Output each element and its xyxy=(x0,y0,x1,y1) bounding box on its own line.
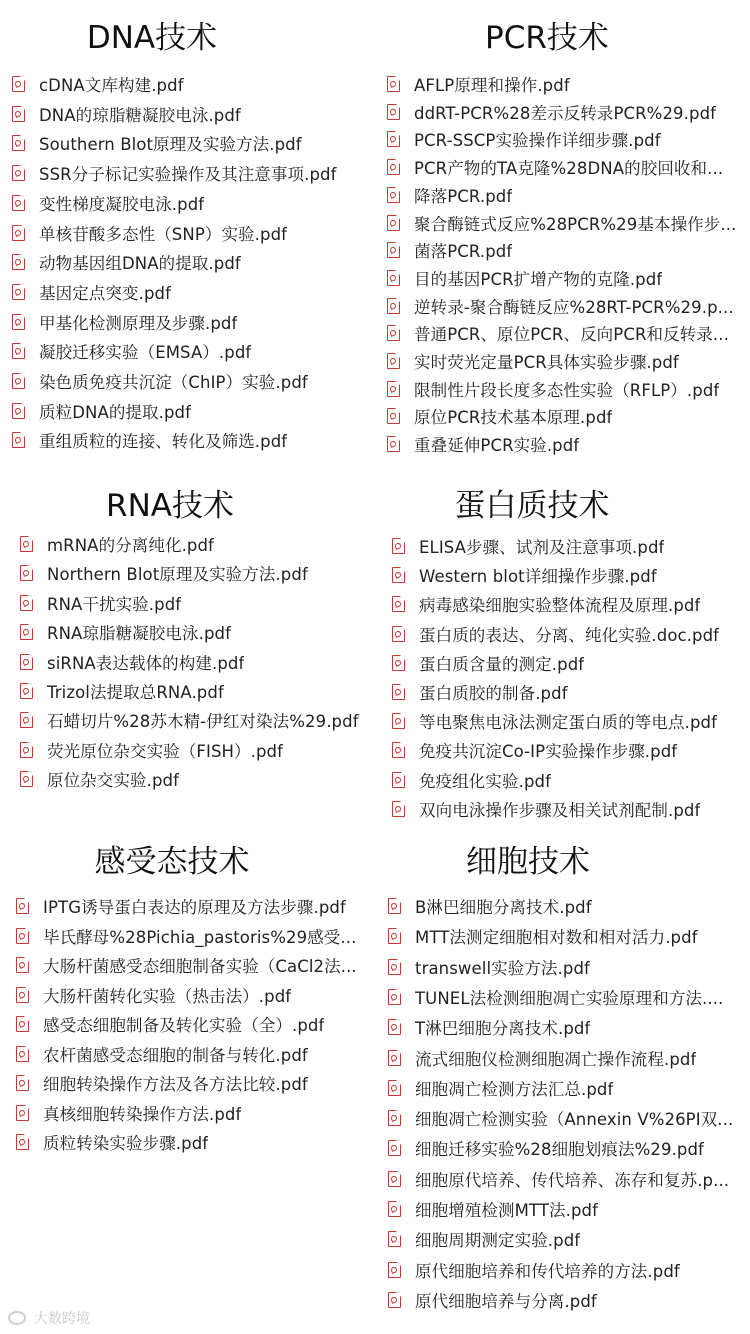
watermark-text: 大数跨境 xyxy=(34,1311,90,1327)
pdf-file-icon xyxy=(392,742,405,758)
pdf-file-icon xyxy=(387,353,400,369)
pdf-file-icon xyxy=(392,655,405,671)
file-item[interactable] xyxy=(392,795,747,823)
file-item[interactable] xyxy=(388,1013,746,1041)
file-name: T淋巴细胞分离技术.pdf xyxy=(415,1019,591,1039)
file-name: PCR产物的TA克隆%28DNA的胶回收和... xyxy=(414,159,724,179)
pdf-file-icon xyxy=(12,195,25,211)
file-item[interactable] xyxy=(16,892,376,920)
file-name: 细胞凋亡检测实验（Annexin V%26PI双... xyxy=(415,1110,734,1130)
file-name: 真核细胞转染操作方法.pdf xyxy=(43,1104,242,1124)
file-name: TUNEL法检测细胞凋亡实验原理和方法.... xyxy=(415,988,724,1008)
file-item[interactable] xyxy=(388,1225,746,1253)
section-title: DNA技术 xyxy=(86,20,218,56)
file-item[interactable] xyxy=(16,951,376,979)
file-item[interactable] xyxy=(388,1286,746,1314)
file-name: 细胞原代培养、传代培养、冻存和复苏.p... xyxy=(415,1170,730,1190)
file-item[interactable] xyxy=(12,70,372,98)
file-item[interactable] xyxy=(20,736,380,764)
file-item[interactable] xyxy=(392,678,747,706)
pdf-file-icon xyxy=(16,987,29,1003)
file-item[interactable] xyxy=(387,402,747,430)
pdf-file-icon xyxy=(388,989,401,1005)
file-item[interactable] xyxy=(387,98,747,126)
pdf-file-icon xyxy=(392,801,405,817)
file-name: ELISA步骤、试剂及注意事项.pdf xyxy=(419,538,665,557)
file-name: 普通PCR、原位PCR、反向PCR和反转录... xyxy=(414,325,729,345)
file-name: RNA干扰实验.pdf xyxy=(47,594,182,614)
file-name: PCR-SSCP实验操作详细步骤.pdf xyxy=(414,131,661,151)
file-item[interactable] xyxy=(16,1040,376,1068)
file-name: 细胞周期测定实验.pdf xyxy=(415,1231,581,1251)
file-name: 病毒感染细胞实验整体流程及原理.pdf xyxy=(419,596,701,616)
pdf-file-icon xyxy=(20,654,33,670)
file-item[interactable] xyxy=(387,209,747,237)
pdf-file-icon xyxy=(388,959,401,975)
file-name: 蛋白质含量的测定.pdf xyxy=(419,654,585,674)
file-item[interactable] xyxy=(12,219,372,247)
file-item[interactable] xyxy=(387,375,747,403)
file-name: 基因定点突变.pdf xyxy=(39,283,172,303)
file-item[interactable] xyxy=(388,1195,746,1223)
file-item[interactable] xyxy=(387,153,747,181)
file-name: 原代细胞培养和传代培养的方法.pdf xyxy=(415,1261,680,1281)
pdf-file-icon xyxy=(388,1262,401,1278)
file-item[interactable] xyxy=(392,561,747,589)
pdf-file-icon xyxy=(387,242,400,258)
file-item[interactable] xyxy=(16,1099,376,1127)
file-item[interactable] xyxy=(12,278,372,306)
file-item[interactable] xyxy=(392,736,747,764)
file-item[interactable] xyxy=(20,589,380,617)
pdf-file-icon xyxy=(12,314,25,330)
file-name: RNA琼脂糖凝胶电泳.pdf xyxy=(47,624,231,644)
file-item[interactable] xyxy=(16,1128,376,1156)
file-item[interactable] xyxy=(387,70,747,98)
file-item[interactable] xyxy=(387,292,747,320)
file-name: 聚合酶链式反应%28PCR%29基本操作步... xyxy=(414,214,737,234)
file-item[interactable] xyxy=(392,590,747,618)
file-item[interactable] xyxy=(12,367,372,395)
file-name: 质粒DNA的提取.pdf xyxy=(39,402,192,422)
pdf-file-icon xyxy=(20,624,33,640)
pdf-file-icon xyxy=(388,1171,401,1187)
file-name: 石蜡切片%28苏木精-伊红对染法%29.pdf xyxy=(47,712,359,732)
file-name: 免疫组化实验.pdf xyxy=(419,771,552,791)
file-name: 农杆菌感受态细胞的制备与转化.pdf xyxy=(43,1045,308,1065)
file-name: 质粒转染实验步骤.pdf xyxy=(43,1134,209,1153)
file-name: 双向电泳操作步骤及相关试剂配制.pdf xyxy=(419,800,701,820)
file-item[interactable] xyxy=(12,248,372,276)
pdf-file-icon xyxy=(12,343,25,359)
file-item[interactable] xyxy=(20,706,380,734)
file-name: 流式细胞仪检测细胞凋亡操作流程.pdf xyxy=(415,1049,697,1069)
file-name: siRNA表达载体的构建.pdf xyxy=(47,653,245,673)
file-item[interactable] xyxy=(20,530,380,558)
pdf-file-icon xyxy=(388,1140,401,1156)
file-item[interactable] xyxy=(387,236,747,264)
file-item[interactable] xyxy=(12,397,372,425)
file-item[interactable] xyxy=(388,1134,746,1162)
file-name: Northern Blot原理及实验方法.pdf xyxy=(47,565,308,585)
file-name: MTT法测定细胞相对数和相对活力.pdf xyxy=(415,928,698,948)
pdf-file-icon xyxy=(12,432,25,448)
pdf-file-icon xyxy=(12,254,25,270)
file-item[interactable] xyxy=(20,618,380,646)
file-item[interactable] xyxy=(387,125,747,153)
file-item[interactable] xyxy=(16,1010,376,1038)
file-item[interactable] xyxy=(12,189,372,217)
section-title: RNA技术 xyxy=(106,488,234,524)
file-item[interactable] xyxy=(387,347,747,375)
pdf-file-icon xyxy=(20,771,33,787)
pdf-file-icon xyxy=(12,76,25,92)
pdf-file-icon xyxy=(388,898,401,914)
pdf-file-icon xyxy=(388,1110,401,1126)
file-item[interactable] xyxy=(20,559,380,587)
pdf-file-icon xyxy=(16,1075,29,1091)
pdf-file-icon xyxy=(12,165,25,181)
file-item[interactable] xyxy=(388,953,746,981)
pdf-file-icon xyxy=(388,1231,401,1247)
pdf-file-icon xyxy=(387,159,400,175)
file-item[interactable] xyxy=(392,766,747,794)
pdf-file-icon xyxy=(392,538,405,554)
file-name: 蛋白质胶的制备.pdf xyxy=(419,684,568,703)
file-name: ddRT-PCR%28差示反转录PCR%29.pdf xyxy=(414,103,717,123)
file-item[interactable] xyxy=(392,649,747,677)
file-item[interactable] xyxy=(388,892,746,920)
file-item[interactable] xyxy=(12,100,372,128)
pdf-file-icon xyxy=(392,596,405,612)
file-name: 目的基因PCR扩增产物的克隆.pdf xyxy=(414,269,663,289)
pdf-file-icon xyxy=(387,187,400,203)
pdf-file-icon xyxy=(12,403,25,419)
section-title: 细胞技术 xyxy=(466,844,590,880)
file-name: 细胞迁移实验%28细胞划痕法%29.pdf xyxy=(415,1140,704,1160)
pdf-file-icon xyxy=(387,215,400,231)
pdf-file-icon xyxy=(388,1080,401,1096)
file-item[interactable] xyxy=(388,1044,746,1072)
watermark xyxy=(8,1308,90,1328)
pdf-file-icon xyxy=(388,1019,401,1035)
pdf-file-icon xyxy=(16,898,29,914)
pdf-file-icon xyxy=(392,772,405,788)
file-name: 细胞转染操作方法及各方法比较.pdf xyxy=(43,1075,308,1094)
file-item[interactable] xyxy=(16,1069,376,1097)
file-item[interactable] xyxy=(387,264,747,292)
file-item[interactable] xyxy=(12,159,372,187)
pdf-file-icon xyxy=(12,106,25,122)
file-name: 等电聚焦电泳法测定蛋白质的等电点.pdf xyxy=(419,713,718,733)
file-name: 毕氏酵母%28Pichia_pastoris%29感受... xyxy=(43,927,357,947)
file-item[interactable] xyxy=(392,707,747,735)
pdf-file-icon xyxy=(16,957,29,973)
pdf-file-icon xyxy=(388,1201,401,1217)
file-name: Western blot详细操作步骤.pdf xyxy=(419,567,657,587)
file-item[interactable] xyxy=(20,765,380,793)
file-name: 荧光原位杂交实验（FISH）.pdf xyxy=(47,741,284,761)
pdf-file-icon xyxy=(20,565,33,581)
file-item[interactable] xyxy=(12,426,372,454)
file-name: DNA的琼脂糖凝胶电泳.pdf xyxy=(39,105,241,125)
file-name: 染色质免疫共沉淀（ChIP）实验.pdf xyxy=(39,373,308,392)
file-item[interactable] xyxy=(16,922,376,950)
file-name: SSR分子标记实验操作及其注意事项.pdf xyxy=(39,165,337,185)
pdf-file-icon xyxy=(20,683,33,699)
pdf-file-icon xyxy=(387,298,400,314)
file-name: 动物基因组DNA的提取.pdf xyxy=(39,254,241,274)
file-item[interactable] xyxy=(20,648,380,676)
file-name: 原位杂交实验.pdf xyxy=(47,771,180,791)
file-name: 免疫共沉淀Co-IP实验操作步骤.pdf xyxy=(419,742,678,762)
pdf-file-icon xyxy=(12,373,25,389)
file-item[interactable] xyxy=(388,1074,746,1102)
section-title: 蛋白质技术 xyxy=(454,488,610,524)
pdf-file-icon xyxy=(16,1046,29,1062)
section-title: PCR技术 xyxy=(485,20,609,56)
pdf-file-icon xyxy=(20,595,33,611)
pdf-file-icon xyxy=(16,1134,29,1150)
file-name: 原位PCR技术基本原理.pdf xyxy=(414,408,613,428)
pdf-file-icon xyxy=(20,742,33,758)
file-item[interactable] xyxy=(12,337,372,365)
file-name: IPTG诱导蛋白表达的原理及方法步骤.pdf xyxy=(43,898,346,917)
file-name: AFLP原理和操作.pdf xyxy=(414,76,570,95)
file-name: 大肠杆菌转化实验（热击法）.pdf xyxy=(43,986,292,1006)
file-name: 凝胶迁移实验（EMSA）.pdf xyxy=(39,343,252,363)
file-item[interactable] xyxy=(387,319,747,347)
file-name: 大肠杆菌感受态细胞制备实验（CaCl2法... xyxy=(43,957,357,976)
file-name: 重组质粒的连接、转化及筛选.pdf xyxy=(39,432,288,452)
file-item[interactable] xyxy=(387,430,747,458)
file-name: 逆转录-聚合酶链反应%28RT-PCR%29.p... xyxy=(414,297,734,317)
pdf-file-icon xyxy=(388,1292,401,1308)
pdf-file-icon xyxy=(20,712,33,728)
file-name: 细胞凋亡检测方法汇总.pdf xyxy=(415,1079,614,1099)
file-name: 变性梯度凝胶电泳.pdf xyxy=(39,194,205,214)
file-item[interactable] xyxy=(388,983,746,1011)
file-item[interactable] xyxy=(12,129,372,157)
pdf-file-icon xyxy=(12,135,25,151)
file-name: 原代细胞培养与分离.pdf xyxy=(415,1291,597,1311)
pdf-file-icon xyxy=(16,928,29,944)
file-item[interactable] xyxy=(388,1256,746,1284)
file-item[interactable] xyxy=(387,181,747,209)
pdf-file-icon xyxy=(388,1050,401,1066)
file-name: 菌落PCR.pdf xyxy=(414,242,513,262)
pdf-file-icon xyxy=(387,381,400,397)
pdf-file-icon xyxy=(392,626,405,642)
file-name: cDNA文库构建.pdf xyxy=(39,76,184,95)
file-name: 实时荧光定量PCR具体实验步骤.pdf xyxy=(414,353,679,372)
section-title: 感受态技术 xyxy=(94,844,250,880)
file-name: 单核苷酸多态性（SNP）实验.pdf xyxy=(39,224,288,244)
file-name: Southern Blot原理及实验方法.pdf xyxy=(39,135,302,155)
file-name: 甲基化检测原理及步骤.pdf xyxy=(39,313,238,333)
pdf-file-icon xyxy=(392,567,405,583)
file-name: Trizol法提取总RNA.pdf xyxy=(47,683,224,702)
pdf-file-icon xyxy=(16,1016,29,1032)
watermark-logo-icon xyxy=(8,1311,26,1325)
file-item[interactable] xyxy=(392,532,747,560)
pdf-file-icon xyxy=(387,408,400,424)
pdf-file-icon xyxy=(388,928,401,944)
file-name: 限制性片段长度多态性实验（RFLP）.pdf xyxy=(414,380,720,400)
file-name: 感受态细胞制备及转化实验（全）.pdf xyxy=(43,1016,325,1035)
pdf-file-icon xyxy=(20,536,33,552)
file-item[interactable] xyxy=(20,677,380,705)
file-name: 重叠延伸PCR实验.pdf xyxy=(414,436,580,456)
pdf-file-icon xyxy=(387,104,400,120)
file-item[interactable] xyxy=(16,981,376,1009)
file-item[interactable] xyxy=(388,1165,746,1193)
pdf-file-icon xyxy=(387,436,400,452)
file-name: B淋巴细胞分离技术.pdf xyxy=(415,898,592,917)
pdf-file-icon xyxy=(387,131,400,147)
file-item[interactable] xyxy=(388,922,746,950)
pdf-file-icon xyxy=(387,325,400,341)
file-name: transwell实验方法.pdf xyxy=(415,958,590,978)
pdf-file-icon xyxy=(12,225,25,241)
file-item[interactable] xyxy=(388,1104,746,1132)
pdf-file-icon xyxy=(12,284,25,300)
pdf-file-icon xyxy=(392,713,405,729)
file-name: mRNA的分离纯化.pdf xyxy=(47,536,214,555)
pdf-file-icon xyxy=(387,270,400,286)
pdf-file-icon xyxy=(392,684,405,700)
pdf-file-icon xyxy=(16,1105,29,1121)
file-name: 蛋白质的表达、分离、纯化实验.doc.pdf xyxy=(419,625,720,645)
file-name: 降落PCR.pdf xyxy=(414,186,513,206)
file-item[interactable] xyxy=(392,620,747,648)
file-item[interactable] xyxy=(12,308,372,336)
pdf-file-icon xyxy=(387,76,400,92)
file-name: 细胞增殖检测MTT法.pdf xyxy=(415,1201,599,1220)
